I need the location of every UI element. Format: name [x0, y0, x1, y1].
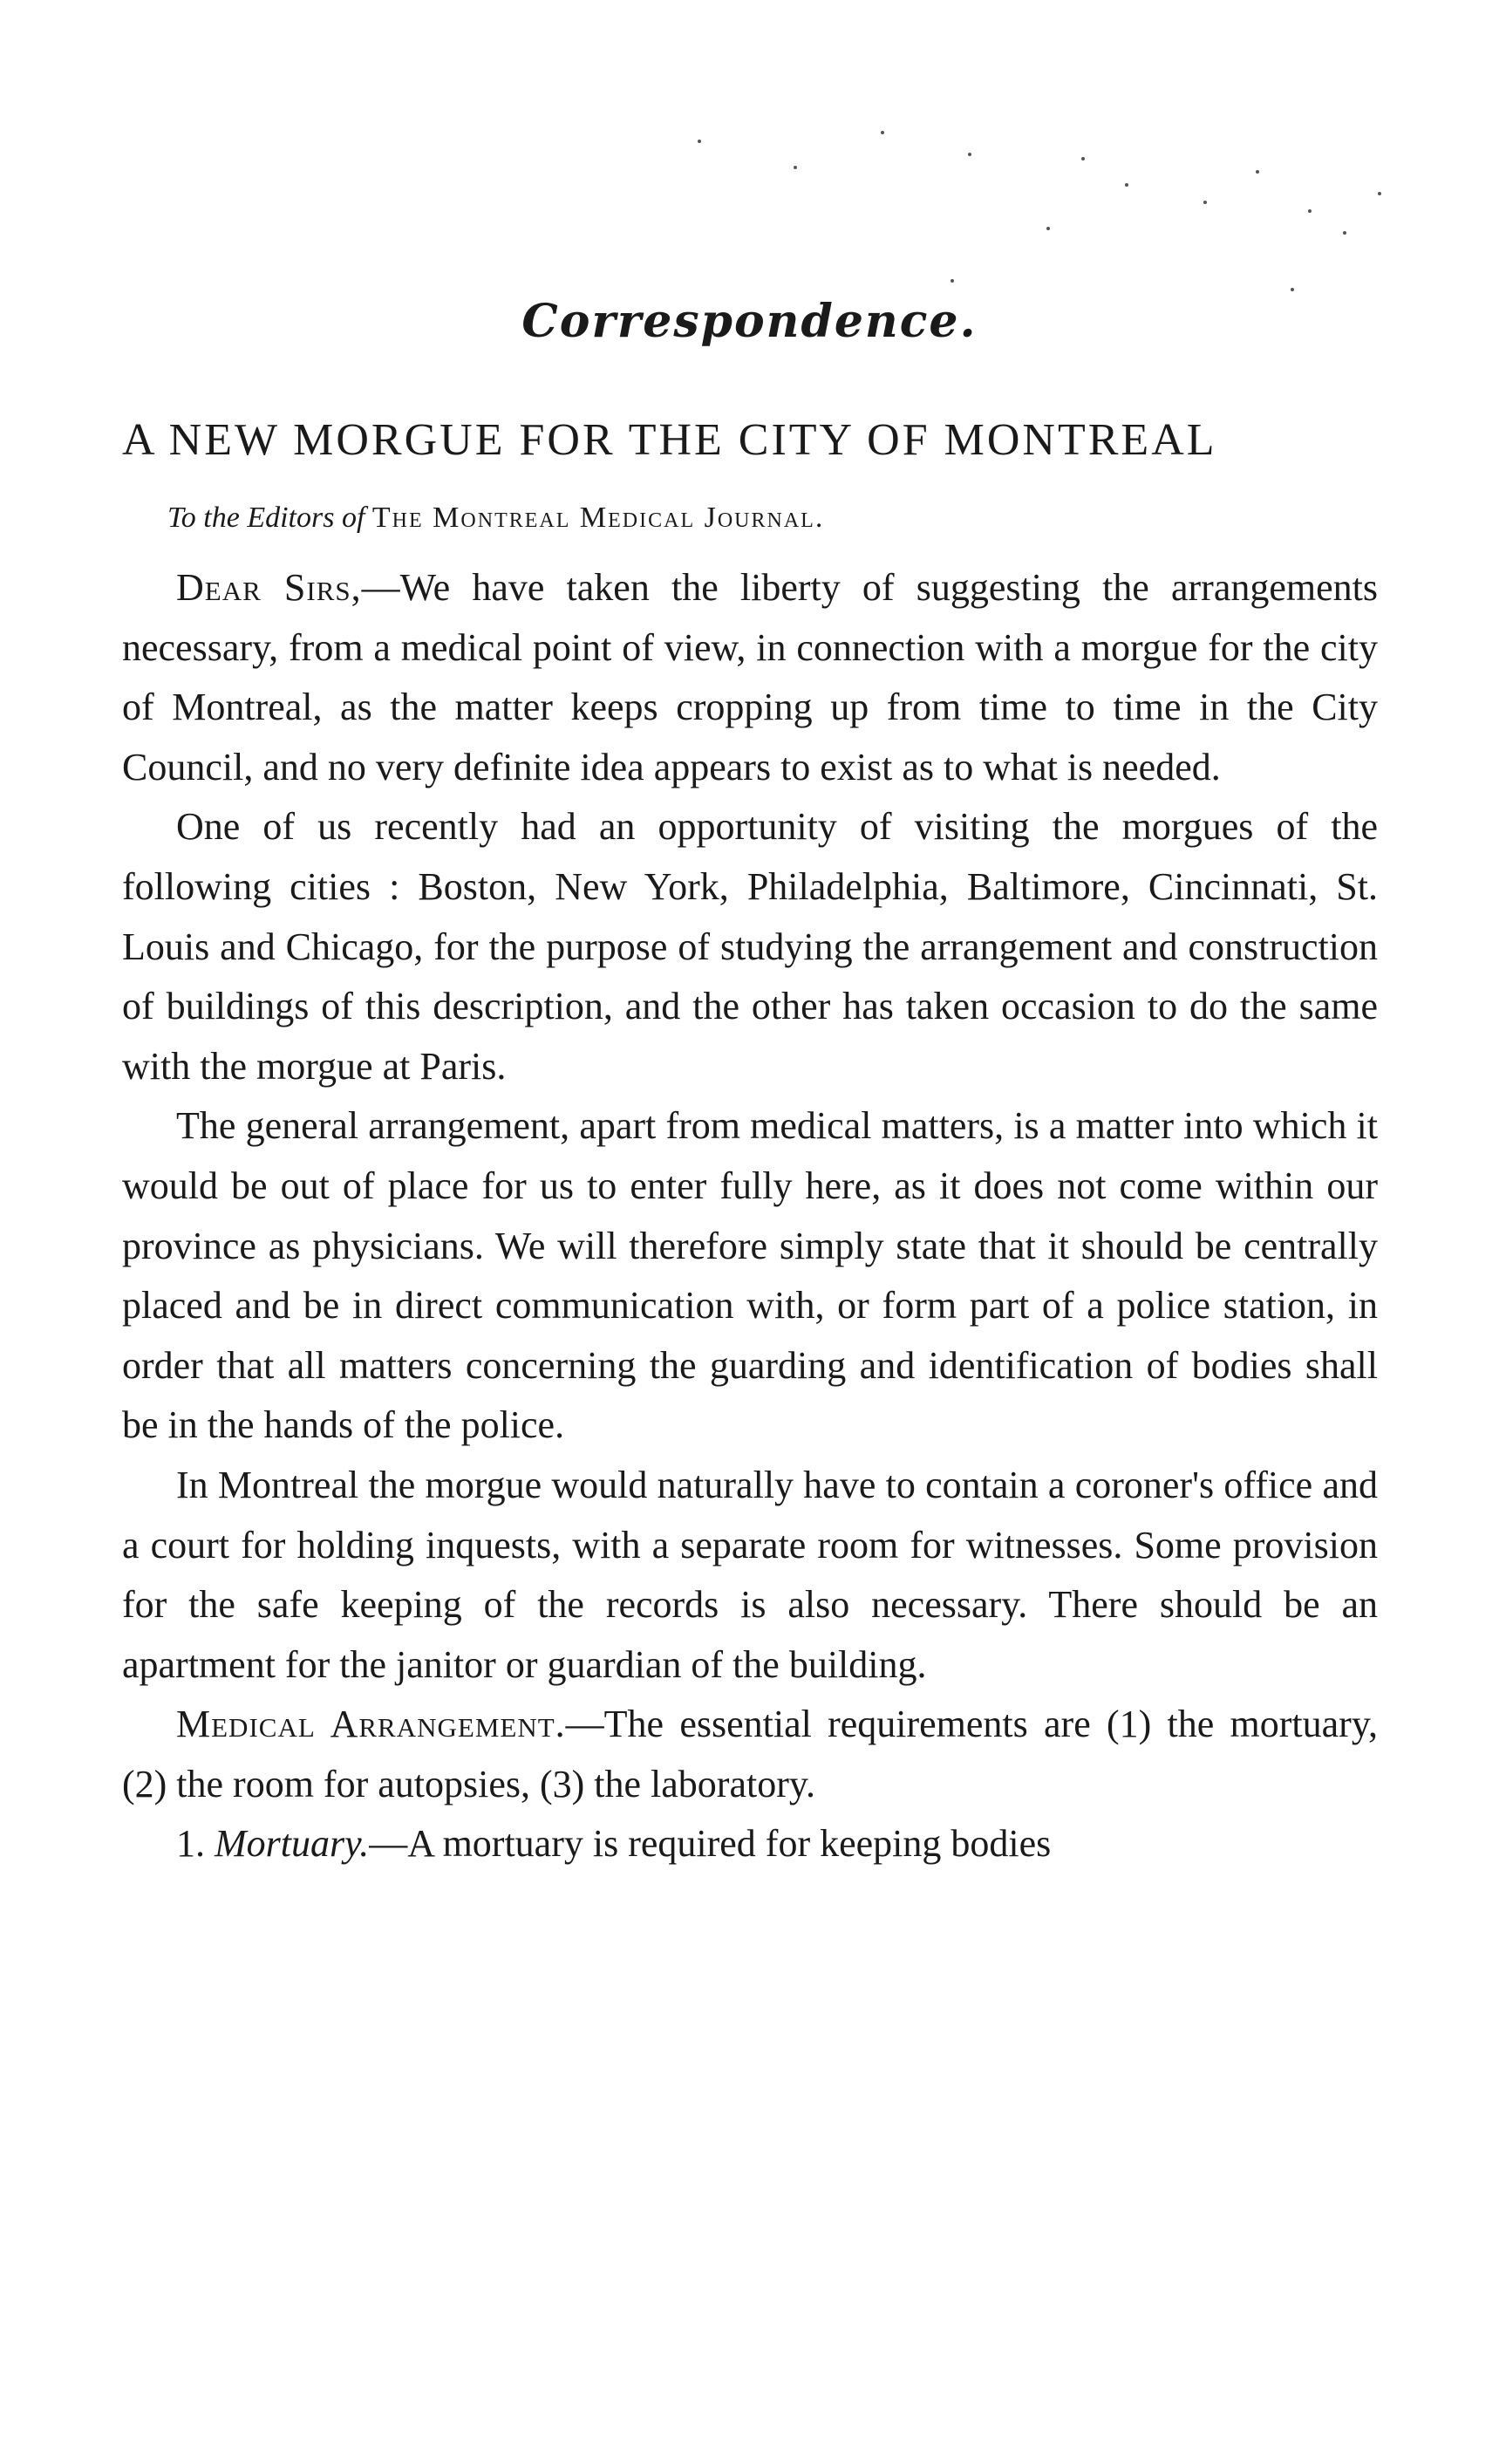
article-title: A NEW MORGUE FOR THE CITY OF MONTREAL [122, 415, 1217, 465]
paragraph [122, 1814, 1378, 1874]
paragraph-text: —The essential requirements are (1) the mortuary, (2) the room for autopsies, (3) the laboratory. [122, 1703, 1378, 1805]
paragraph [122, 1456, 1378, 1695]
journal-name: The Montreal Medical Journal. [371, 502, 825, 534]
paragraph [122, 558, 1378, 797]
paragraph [122, 1096, 1378, 1456]
paragraph-text: In Montreal the morgue would naturally have to contain a coroner's office and a court for holding inquests, with a separate room for witnesses. Some provision for the safe keeping of the records is also necessary. There should be an apartment for the janitor or guardian of the building. [122, 1463, 1378, 1686]
paragraph-text: The general arrangement, apart from medical matters, is a matter into which it would be out of place for us to enter fully here, as it does not come within our province as physicians. We will therefore simply state that it should be centrally placed and be in direct communication with, or form part of a police station, in order that all matters concerning the guarding and identification of bodies shall be in the hands of the police. [122, 1104, 1378, 1447]
paragraph-lead: Medical Arrangement. [176, 1703, 566, 1746]
addressee-prefix: To the Editors of [167, 502, 365, 534]
paragraph-text: —A mortuary is required for keeping bodies [369, 1822, 1052, 1866]
paragraph-heading: Mortuary. [215, 1822, 370, 1866]
article-body [122, 558, 1378, 1874]
paragraph [122, 797, 1378, 1096]
paragraph [122, 1695, 1378, 1814]
paragraph-text: One of us recently had an opportunity of visiting the morgues of the following cities : Boston, New York, Philadelphia, Baltimore, Cincinnati, St. Louis and Chicago, for the purpose of studying the arrangement and construction of buildings of this description, and the other has taken occasion to do the same with the morgue at Paris. [122, 805, 1378, 1088]
paragraph-lead: Dear Sirs, [176, 566, 362, 609]
addressee-line [167, 502, 824, 535]
paragraph-text: —We have taken the liberty of suggesting the arrangements necessary, from a medical point of view, in connection with a morgue for the city of Montreal, as the matter keeps cropping up from time to time in the City Council, and no very definite idea appears to exist as to what is needed. [122, 566, 1378, 788]
section-heading: Correspondence. [521, 295, 978, 348]
paragraph-number: 1. [176, 1822, 205, 1866]
